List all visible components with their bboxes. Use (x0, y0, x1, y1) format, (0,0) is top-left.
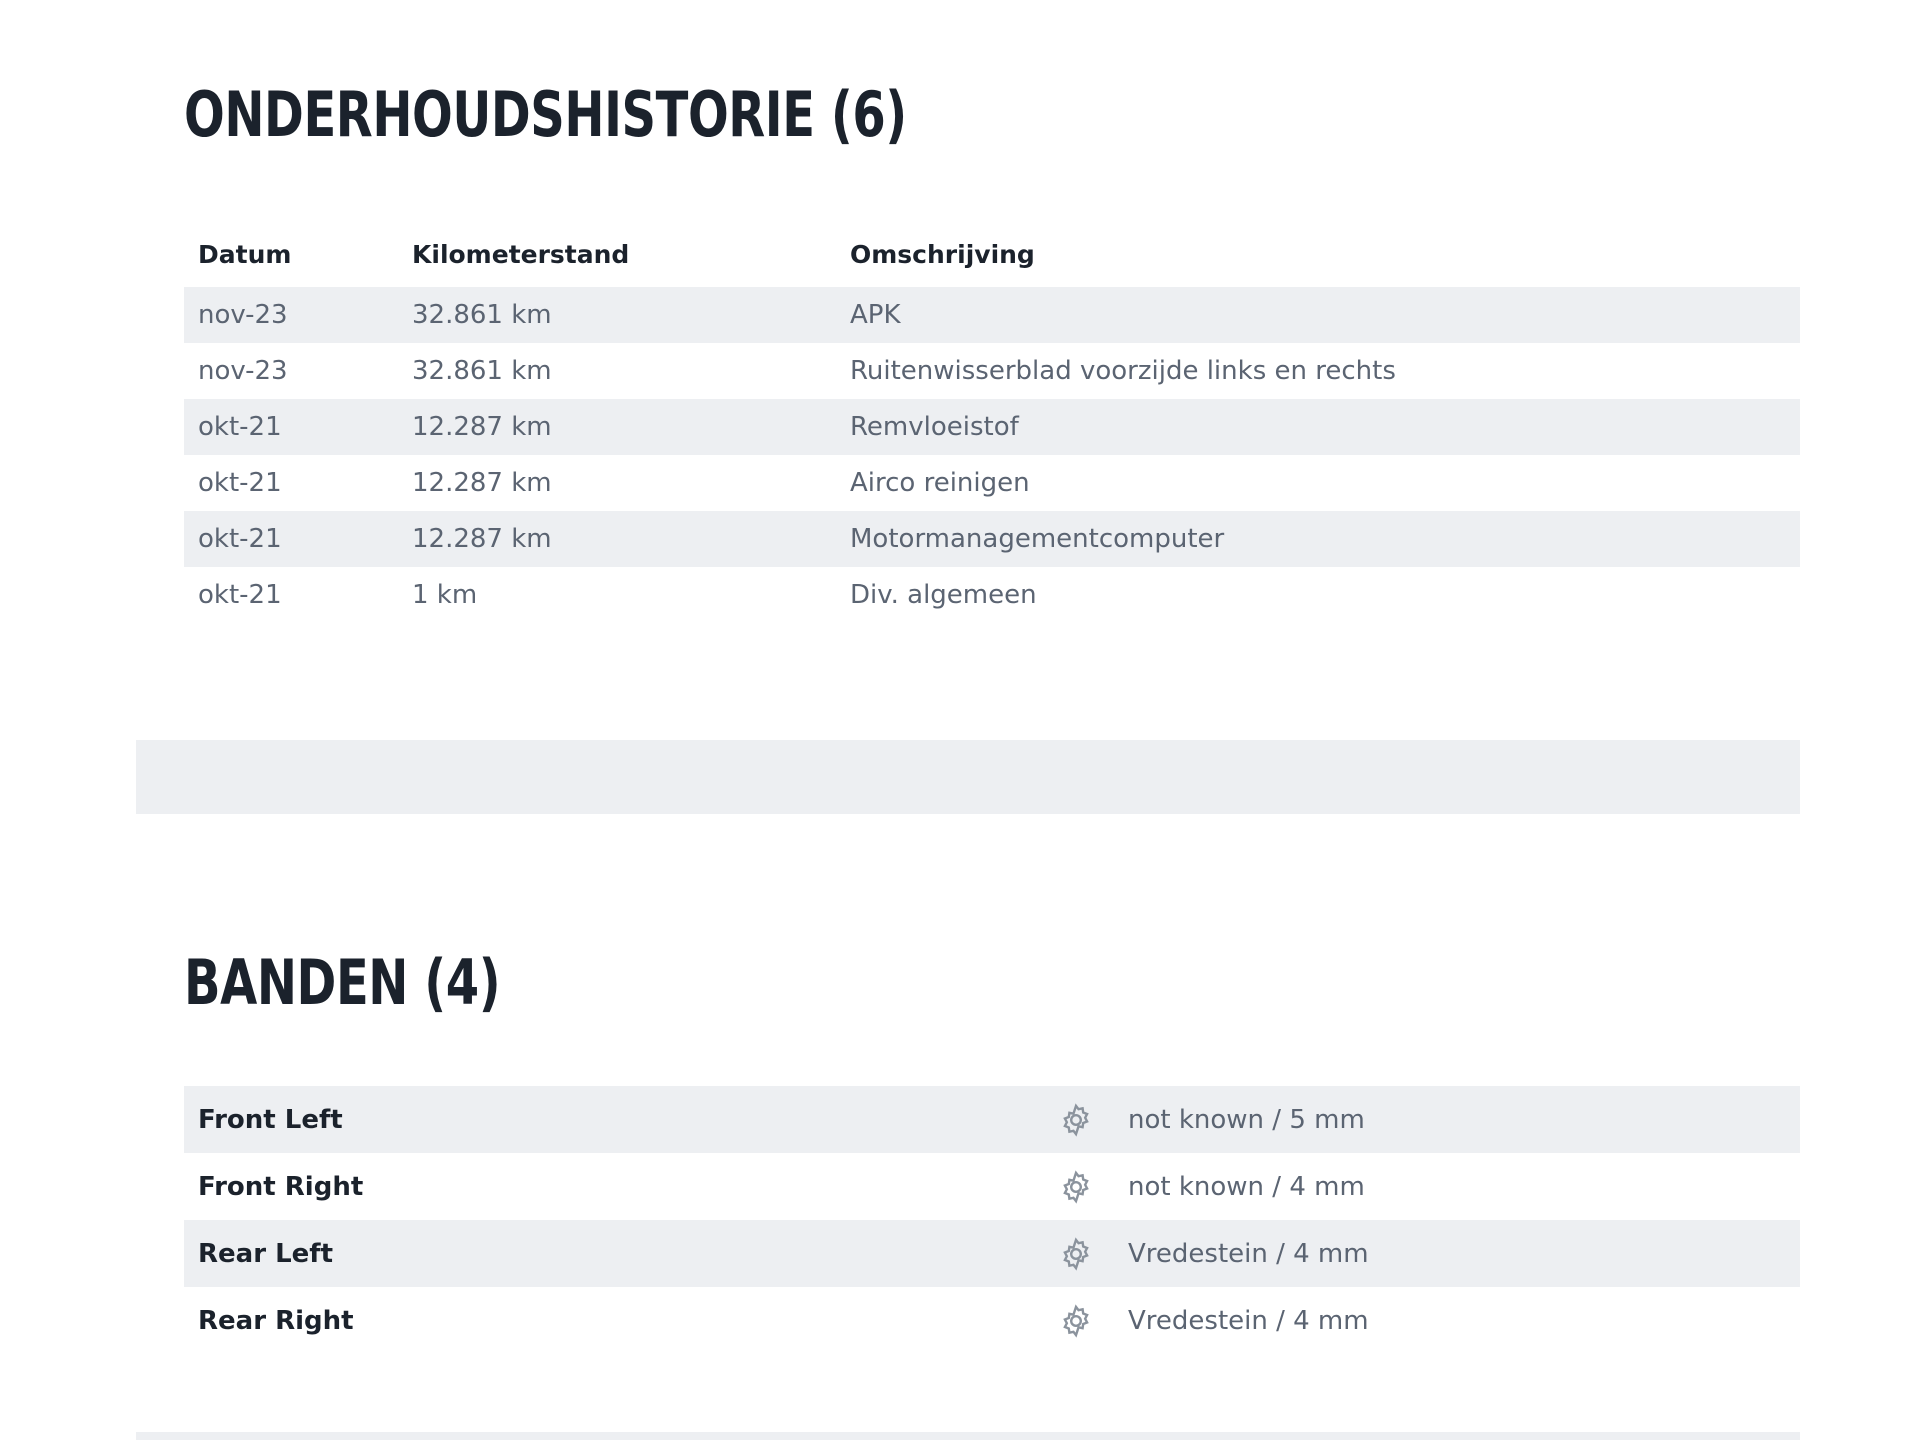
cell-description: Remvloeistof (850, 399, 1800, 455)
maintenance-history-title: ONDERHOUDSHISTORIE (6) (184, 77, 907, 151)
tyre-position-label: Rear Right (198, 1305, 354, 1336)
list-item (184, 1220, 1800, 1287)
tyre-gear-icon (1058, 1169, 1128, 1205)
cell-date: okt-21 (184, 455, 412, 511)
cell-mileage: 32.861 km (412, 287, 850, 343)
table-row (184, 399, 1800, 455)
section-divider (136, 740, 1800, 814)
cell-mileage: 32.861 km (412, 343, 850, 399)
column-header-mileage: Kilometerstand (412, 232, 850, 287)
tyre-gear-icon (1058, 1236, 1128, 1272)
table-header-row (184, 232, 1800, 287)
list-item (184, 1153, 1800, 1220)
tyre-brand-depth-value: not known / 5 mm (1128, 1104, 1365, 1135)
cell-mileage: 1 km (412, 567, 850, 623)
cell-mileage: 12.287 km (412, 399, 850, 455)
tyre-position-label: Front Right (198, 1171, 364, 1202)
tyre-position-label: Rear Left (198, 1238, 334, 1269)
cell-date: nov-23 (184, 287, 412, 343)
bottom-divider (136, 1432, 1800, 1440)
table-row (184, 287, 1800, 343)
tyre-brand-depth-value: not known / 4 mm (1128, 1171, 1365, 1202)
tyre-brand-depth-value: Vredestein / 4 mm (1128, 1238, 1369, 1269)
cell-mileage: 12.287 km (412, 455, 850, 511)
cell-description: Ruitenwisserblad voorzijde links en rechts (850, 343, 1800, 399)
cell-description: APK (850, 287, 1800, 343)
tyres-list (184, 1086, 1800, 1354)
cell-date: okt-21 (184, 511, 412, 567)
cell-description: Motormanagementcomputer (850, 511, 1800, 567)
tyre-brand-depth-value: Vredestein / 4 mm (1128, 1305, 1369, 1336)
cell-description: Div. algemeen (850, 567, 1800, 623)
column-header-date: Datum (184, 232, 412, 287)
cell-date: nov-23 (184, 343, 412, 399)
tyre-gear-icon (1058, 1102, 1128, 1138)
list-item (184, 1287, 1800, 1354)
column-header-description: Omschrijving (850, 232, 1800, 287)
maintenance-history-table (184, 232, 1800, 623)
cell-date: okt-21 (184, 567, 412, 623)
table-row (184, 567, 1800, 623)
tyres-title: BANDEN (4) (184, 945, 501, 1019)
cell-mileage: 12.287 km (412, 511, 850, 567)
tyre-position-label: Front Left (198, 1104, 343, 1135)
table-row (184, 343, 1800, 399)
cell-description: Airco reinigen (850, 455, 1800, 511)
table-row (184, 455, 1800, 511)
list-item (184, 1086, 1800, 1153)
tyre-gear-icon (1058, 1303, 1128, 1339)
cell-date: okt-21 (184, 399, 412, 455)
table-row (184, 511, 1800, 567)
